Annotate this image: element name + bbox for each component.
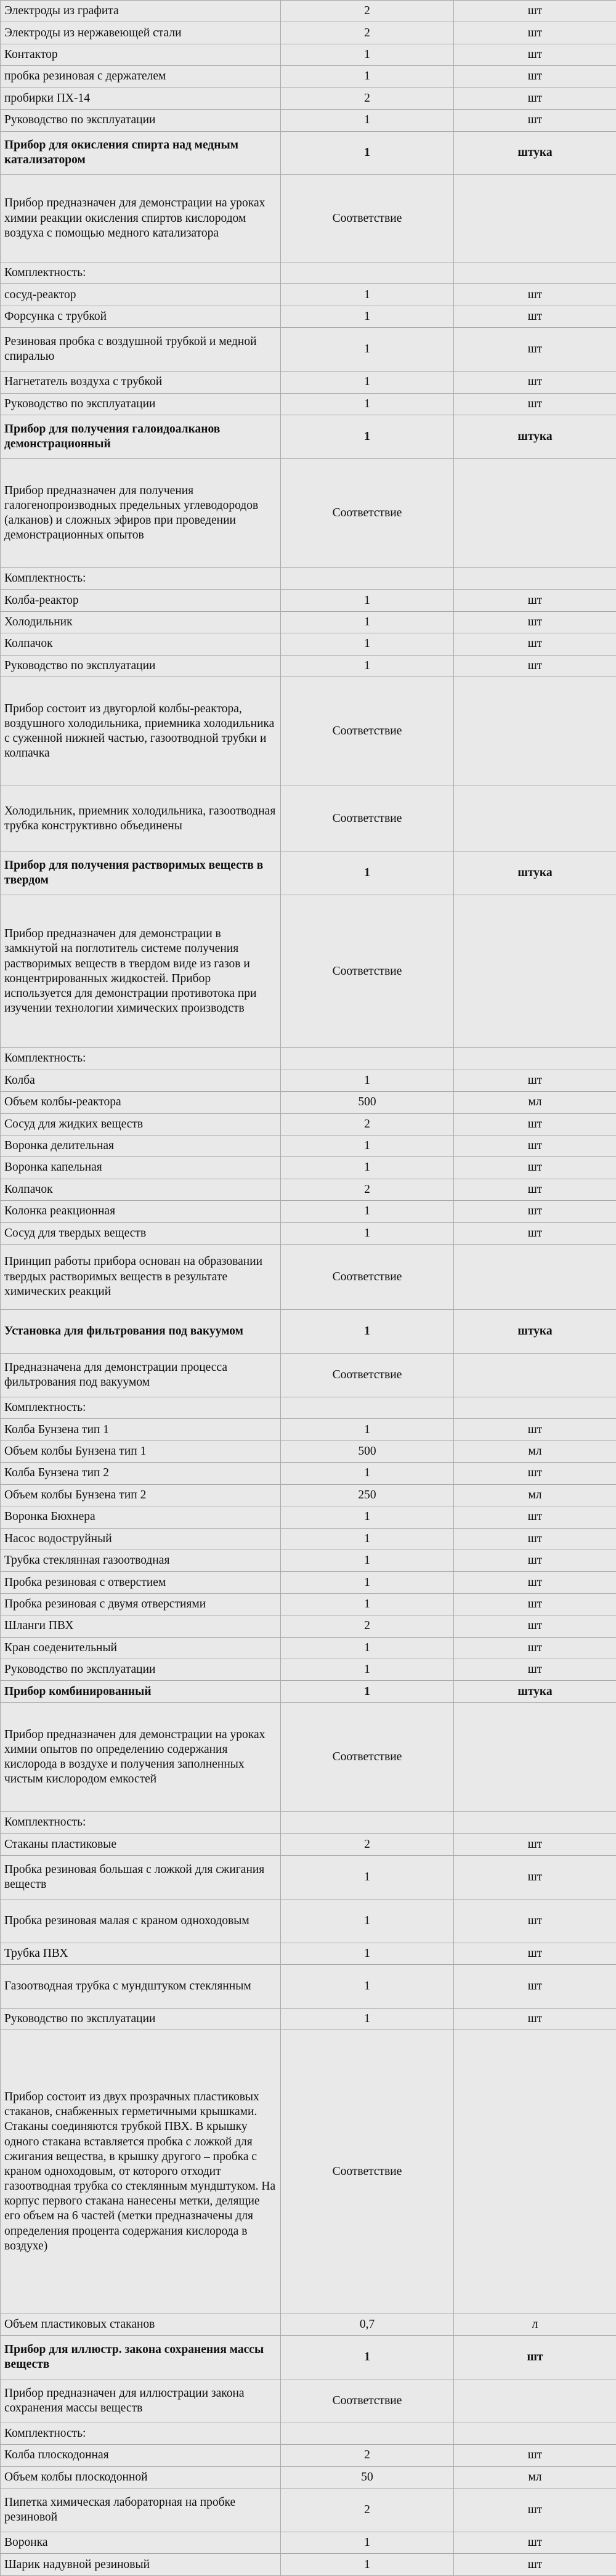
unit-cell: шт — [454, 1615, 616, 1637]
table-row — [1, 590, 616, 611]
item-name-cell: Колонка реакционная — [1, 1201, 281, 1222]
item-name-cell: Воронка капельная — [1, 1157, 281, 1179]
table-row — [1, 2554, 616, 2575]
item-name-cell: Пробка резиновая большая с ложкой для сжигания веществ — [1, 1855, 281, 1899]
item-name-cell: Колпачок — [1, 633, 281, 655]
table-row — [1, 1615, 616, 1637]
item-name-cell: Колба плоскодонная — [1, 2445, 281, 2466]
item-name-cell: Колба-реактор — [1, 590, 281, 611]
unit-cell — [454, 2030, 616, 2314]
quantity-cell: 1 — [281, 1157, 454, 1179]
table-row — [1, 1528, 616, 1550]
unit-cell: штука — [454, 415, 616, 459]
item-name-cell: Пробка резиновая с отверстием — [1, 1572, 281, 1593]
quantity-cell: 1 — [281, 1201, 454, 1222]
item-name-cell: Прибор для окисления спирта над медным катализатором — [1, 131, 281, 175]
unit-cell — [454, 175, 616, 262]
unit-cell: шт — [454, 2532, 616, 2553]
quantity-cell: 1 — [281, 1550, 454, 1571]
item-name-cell: Объем колбы плоскодонной — [1, 2466, 281, 2488]
table-row — [1, 262, 616, 284]
table-row — [1, 677, 616, 786]
item-name-cell: Прибор предназначен для демонстрации в замкнутой на поглотитель системе получения растворимых веществ в твердом виде из газов и концентрированных жидкостей. Прибор используется для демонстрации противотока при изучении технологии химических производств — [1, 895, 281, 1048]
item-name-cell: Прибор для иллюстр. закона сохранения массы веществ — [1, 2336, 281, 2379]
item-name-cell: Объем колбы Бунзена тип 2 — [1, 1484, 281, 1506]
quantity-cell — [281, 567, 454, 589]
table-row — [1, 284, 616, 306]
item-name-cell: Колба — [1, 1070, 281, 1091]
item-name-cell: Прибор предназначен для иллюстрации закона сохранения массы веществ — [1, 2379, 281, 2423]
table-row — [1, 2379, 616, 2423]
unit-cell — [454, 786, 616, 851]
item-name-cell: Прибор состоит из двух прозрачных пластиковых стаканов, снабженных герметичными крышками. Стаканы соединяются трубкой ПВХ. В крышку одного стакана вставляется пробка с ложкой для сжигания вещества, в крышку другого – пробка с краном одноходовым, от которого отходит газоотводная трубка со стеклянным мундштуком. На корпус первого стакана нанесены метки, делящие его объем на 6 частей (метки предназначены для определения процента содержания кислорода в воздухе) — [1, 2030, 281, 2314]
item-name-cell: Руководство по эксплуатации — [1, 393, 281, 415]
quantity-cell: 1 — [281, 415, 454, 459]
table-row — [1, 1397, 616, 1419]
unit-cell: шт — [454, 110, 616, 131]
unit-cell: шт — [454, 1593, 616, 1615]
unit-cell: шт — [454, 1528, 616, 1550]
table-row — [1, 1, 616, 22]
table-row — [1, 1702, 616, 1811]
table-row — [1, 633, 616, 655]
quantity-cell — [281, 1397, 454, 1419]
table-row — [1, 2030, 616, 2314]
quantity-cell: 500 — [281, 1092, 454, 1113]
section-header-row — [1, 131, 616, 175]
item-name-cell: Объем колбы Бунзена тип 1 — [1, 1440, 281, 1462]
item-name-cell: Руководство по эксплуатации — [1, 1659, 281, 1681]
quantity-cell: 1 — [281, 1659, 454, 1681]
unit-cell: шт — [454, 87, 616, 109]
quantity-cell: 2 — [281, 1179, 454, 1200]
unit-cell: шт — [454, 2336, 616, 2379]
table-row — [1, 1157, 616, 1179]
unit-cell: штука — [454, 131, 616, 175]
quantity-cell: 1 — [281, 1506, 454, 1528]
table-row — [1, 328, 616, 372]
table-row — [1, 175, 616, 262]
unit-cell — [454, 458, 616, 567]
unit-cell: мл — [454, 1484, 616, 1506]
specification-table-body — [1, 1, 616, 2576]
item-name-cell: Сосуд для жидких веществ — [1, 1113, 281, 1135]
item-name-cell: Нагнетатель воздуха с трубкой — [1, 372, 281, 393]
item-name-cell: Руководство по эксплуатации — [1, 655, 281, 677]
item-name-cell: Трубка ПВХ — [1, 1943, 281, 1964]
unit-cell: шт — [454, 1943, 616, 1964]
item-name-cell: пробка резиновая с держателем — [1, 66, 281, 87]
table-row — [1, 110, 616, 131]
table-row — [1, 1463, 616, 1484]
item-name-cell: Шланги ПВХ — [1, 1615, 281, 1637]
unit-cell: шт — [454, 1550, 616, 1571]
quantity-cell: 2 — [281, 1, 454, 22]
table-row — [1, 655, 616, 677]
unit-cell: шт — [454, 1964, 616, 2008]
quantity-cell — [281, 1812, 454, 1834]
quantity-cell: 2 — [281, 22, 454, 44]
table-row — [1, 567, 616, 589]
table-row — [1, 2008, 616, 2030]
table-row — [1, 66, 616, 87]
quantity-cell: 1 — [281, 1637, 454, 1659]
quantity-cell: 1 — [281, 1681, 454, 1702]
quantity-cell: 1 — [281, 1572, 454, 1593]
quantity-cell: Соответствие — [281, 2030, 454, 2314]
unit-cell: шт — [454, 1637, 616, 1659]
unit-cell — [454, 1354, 616, 1397]
unit-cell — [454, 1397, 616, 1419]
item-name-cell: Стаканы пластиковые — [1, 1834, 281, 1855]
table-row — [1, 1593, 616, 1615]
unit-cell: шт — [454, 1157, 616, 1179]
item-name-cell: Пробка резиновая с двумя отверстиями — [1, 1593, 281, 1615]
quantity-cell: 1 — [281, 306, 454, 327]
table-row — [1, 1506, 616, 1528]
quantity-cell — [281, 1048, 454, 1070]
section-header-row — [1, 1310, 616, 1354]
unit-cell: штука — [454, 1681, 616, 1702]
table-row — [1, 1964, 616, 2008]
unit-cell — [454, 895, 616, 1048]
unit-cell — [454, 2423, 616, 2444]
unit-cell: мл — [454, 2466, 616, 2488]
unit-cell: шт — [454, 328, 616, 372]
unit-cell: шт — [454, 1659, 616, 1681]
unit-cell: шт — [454, 306, 616, 327]
table-row — [1, 1637, 616, 1659]
item-name-cell: Холодильник — [1, 611, 281, 633]
quantity-cell — [281, 2423, 454, 2444]
quantity-cell: 1 — [281, 66, 454, 87]
item-name-cell: Комплектность: — [1, 1397, 281, 1419]
item-name-cell: сосуд-реактор — [1, 284, 281, 306]
quantity-cell: 1 — [281, 1855, 454, 1899]
quantity-cell: 1 — [281, 1964, 454, 2008]
quantity-cell: 1 — [281, 284, 454, 306]
unit-cell — [454, 1702, 616, 1811]
table-row — [1, 306, 616, 327]
unit-cell — [454, 677, 616, 786]
table-row — [1, 1484, 616, 1506]
table-row — [1, 611, 616, 633]
item-name-cell: Прибор комбинированный — [1, 1681, 281, 1702]
unit-cell: шт — [454, 284, 616, 306]
table-row — [1, 2445, 616, 2466]
item-name-cell: Воронка Бюхнера — [1, 1506, 281, 1528]
unit-cell — [454, 262, 616, 284]
quantity-cell: 50 — [281, 2466, 454, 2488]
item-name-cell: Воронка делительная — [1, 1135, 281, 1156]
item-name-cell: Резиновая пробка с воздушной трубкой и медной спиралью — [1, 328, 281, 372]
unit-cell: л — [454, 2314, 616, 2335]
item-name-cell: Прибор предназначен для получения галогенопроизводных предельных углеводородов (алканов) и сложных эфиров при проведении демонстрационных опытов — [1, 458, 281, 567]
unit-cell: шт — [454, 66, 616, 87]
quantity-cell: 1 — [281, 851, 454, 895]
unit-cell: шт — [454, 44, 616, 65]
quantity-cell: 2 — [281, 2489, 454, 2532]
quantity-cell: 1 — [281, 611, 454, 633]
section-header-row — [1, 851, 616, 895]
quantity-cell: 1 — [281, 1528, 454, 1550]
quantity-cell: 1 — [281, 1593, 454, 1615]
unit-cell: штука — [454, 1310, 616, 1354]
table-row — [1, 1659, 616, 1681]
quantity-cell: 1 — [281, 2554, 454, 2575]
unit-cell: шт — [454, 1070, 616, 1091]
unit-cell: шт — [454, 22, 616, 44]
table-row — [1, 1222, 616, 1244]
item-name-cell: Пипетка химическая лабораторная на пробке резиновой — [1, 2489, 281, 2532]
quantity-cell: 1 — [281, 372, 454, 393]
item-name-cell: Принцип работы прибора основан на образовании твердых растворимых веществ в результате химических реакций — [1, 1245, 281, 1310]
item-name-cell: Объем пластиковых стаканов — [1, 2314, 281, 2335]
quantity-cell: 2 — [281, 2445, 454, 2466]
table-row — [1, 1201, 616, 1222]
item-name-cell: Газоотводная трубка с мундштуком стеклянным — [1, 1964, 281, 2008]
item-name-cell: Холодильник, приемник холодильника, газоотводная трубка конструктивно объединены — [1, 786, 281, 851]
item-name-cell: Установка для фильтрования под вакуумом — [1, 1310, 281, 1354]
table-row — [1, 393, 616, 415]
quantity-cell: Соответствие — [281, 1354, 454, 1397]
table-row — [1, 1572, 616, 1593]
quantity-cell: 1 — [281, 44, 454, 65]
table-row — [1, 1440, 616, 1462]
unit-cell — [454, 1048, 616, 1070]
unit-cell: шт — [454, 1113, 616, 1135]
table-row — [1, 87, 616, 109]
unit-cell: шт — [454, 1222, 616, 1244]
table-row — [1, 786, 616, 851]
table-row — [1, 1135, 616, 1156]
item-name-cell: Кран соеденительный — [1, 1637, 281, 1659]
table-row — [1, 1179, 616, 1200]
item-name-cell: Комплектность: — [1, 567, 281, 589]
quantity-cell: 1 — [281, 2532, 454, 2553]
unit-cell: шт — [454, 1463, 616, 1484]
quantity-cell: 2 — [281, 87, 454, 109]
table-row — [1, 1354, 616, 1397]
table-row — [1, 1092, 616, 1113]
quantity-cell: 1 — [281, 590, 454, 611]
table-row — [1, 1899, 616, 1943]
table-row — [1, 1048, 616, 1070]
quantity-cell: 1 — [281, 1943, 454, 1964]
item-name-cell: пробирки ПХ-14 — [1, 87, 281, 109]
unit-cell: шт — [454, 1506, 616, 1528]
item-name-cell: Шарик надувной резиновый — [1, 2554, 281, 2575]
item-name-cell: Трубка стеклянная газоотводная — [1, 1550, 281, 1571]
unit-cell: шт — [454, 1, 616, 22]
quantity-cell: 1 — [281, 1070, 454, 1091]
item-name-cell: Сосуд для твердых веществ — [1, 1222, 281, 1244]
table-row — [1, 2489, 616, 2532]
unit-cell: шт — [454, 1419, 616, 1440]
unit-cell: шт — [454, 372, 616, 393]
quantity-cell: 1 — [281, 328, 454, 372]
item-name-cell: Предназначена для демонстрации процесса фильтрования под вакуумом — [1, 1354, 281, 1397]
quantity-cell: Соответствие — [281, 895, 454, 1048]
quantity-cell: Соответствие — [281, 458, 454, 567]
unit-cell — [454, 567, 616, 589]
unit-cell: шт — [454, 393, 616, 415]
table-row — [1, 1812, 616, 1834]
item-name-cell: Прибор для получения галоидоалканов демонстрационный — [1, 415, 281, 459]
item-name-cell: Комплектность: — [1, 1048, 281, 1070]
table-row — [1, 372, 616, 393]
table-row — [1, 1834, 616, 1855]
item-name-cell: Контактор — [1, 44, 281, 65]
item-name-cell: Комплектность: — [1, 262, 281, 284]
table-row — [1, 1943, 616, 1964]
item-name-cell: Прибор предназначен для демонстрации на уроках химии опытов по определению содержания кислорода в воздухе и получения заполненных чистым кислородом емкостей — [1, 1702, 281, 1811]
item-name-cell: Комплектность: — [1, 1812, 281, 1834]
section-header-row — [1, 2336, 616, 2379]
quantity-cell: 500 — [281, 1440, 454, 1462]
quantity-cell: 1 — [281, 633, 454, 655]
unit-cell: шт — [454, 611, 616, 633]
item-name-cell: Форсунка с трубкой — [1, 306, 281, 327]
table-row — [1, 1855, 616, 1899]
quantity-cell: Соответствие — [281, 175, 454, 262]
item-name-cell: Колба Бунзена тип 1 — [1, 1419, 281, 1440]
quantity-cell: 1 — [281, 1899, 454, 1943]
section-header-row — [1, 415, 616, 459]
item-name-cell: Руководство по эксплуатации — [1, 110, 281, 131]
table-row — [1, 895, 616, 1048]
item-name-cell: Электроды из графита — [1, 1, 281, 22]
unit-cell: шт — [454, 1135, 616, 1156]
unit-cell: шт — [454, 2445, 616, 2466]
unit-cell: штука — [454, 851, 616, 895]
table-row — [1, 1419, 616, 1440]
quantity-cell: 1 — [281, 393, 454, 415]
unit-cell: шт — [454, 633, 616, 655]
unit-cell — [454, 2379, 616, 2423]
unit-cell: шт — [454, 590, 616, 611]
unit-cell: шт — [454, 2008, 616, 2030]
unit-cell: шт — [454, 1855, 616, 1899]
unit-cell: шт — [454, 1572, 616, 1593]
table-row — [1, 44, 616, 65]
table-row — [1, 2532, 616, 2553]
quantity-cell: 1 — [281, 1463, 454, 1484]
item-name-cell: Пробка резиновая малая с краном одноходовым — [1, 1899, 281, 1943]
table-row — [1, 1245, 616, 1310]
unit-cell: шт — [454, 1899, 616, 1943]
quantity-cell: 1 — [281, 655, 454, 677]
quantity-cell: Соответствие — [281, 1702, 454, 1811]
unit-cell: шт — [454, 2554, 616, 2575]
item-name-cell: Прибор предназначен для демонстрации на уроках химии реакции окисления спиртов кислородом воздуха с помощью медного катализатора — [1, 175, 281, 262]
quantity-cell: 250 — [281, 1484, 454, 1506]
item-name-cell: Воронка — [1, 2532, 281, 2553]
table-row — [1, 1550, 616, 1571]
item-name-cell: Объем колбы-реактора — [1, 1092, 281, 1113]
unit-cell: мл — [454, 1440, 616, 1462]
item-name-cell: Прибор для получения растворимых веществ в твердом — [1, 851, 281, 895]
table-row — [1, 2314, 616, 2335]
quantity-cell — [281, 262, 454, 284]
item-name-cell: Электроды из нержавеющей стали — [1, 22, 281, 44]
table-row — [1, 2466, 616, 2488]
unit-cell: шт — [454, 1201, 616, 1222]
quantity-cell: 0,7 — [281, 2314, 454, 2335]
quantity-cell: 2 — [281, 1615, 454, 1637]
unit-cell: шт — [454, 2489, 616, 2532]
quantity-cell: 1 — [281, 1222, 454, 1244]
quantity-cell: 1 — [281, 1310, 454, 1354]
quantity-cell: 1 — [281, 1419, 454, 1440]
table-row — [1, 22, 616, 44]
quantity-cell: 2 — [281, 1113, 454, 1135]
item-name-cell: Колпачок — [1, 1179, 281, 1200]
item-name-cell: Прибор состоит из двугорлой колбы-реактора, воздушного холодильника, приемника холодильника с суженной нижней частью, газоотводной трубки и колпачка — [1, 677, 281, 786]
section-header-row — [1, 1681, 616, 1702]
item-name-cell: Насос водоструйный — [1, 1528, 281, 1550]
unit-cell: мл — [454, 1092, 616, 1113]
quantity-cell: Соответствие — [281, 786, 454, 851]
table-row — [1, 2423, 616, 2444]
quantity-cell: Соответствие — [281, 2379, 454, 2423]
quantity-cell: 1 — [281, 110, 454, 131]
quantity-cell: Соответствие — [281, 1245, 454, 1310]
item-name-cell: Руководство по эксплуатации — [1, 2008, 281, 2030]
quantity-cell: 2 — [281, 1834, 454, 1855]
table-row — [1, 1113, 616, 1135]
quantity-cell: 1 — [281, 131, 454, 175]
quantity-cell: 1 — [281, 2008, 454, 2030]
item-name-cell: Колба Бунзена тип 2 — [1, 1463, 281, 1484]
table-row — [1, 458, 616, 567]
quantity-cell: Соответствие — [281, 677, 454, 786]
item-name-cell: Комплектность: — [1, 2423, 281, 2444]
table-row — [1, 1070, 616, 1091]
quantity-cell: 1 — [281, 2336, 454, 2379]
quantity-cell: 1 — [281, 1135, 454, 1156]
unit-cell — [454, 1245, 616, 1310]
unit-cell: шт — [454, 1179, 616, 1200]
unit-cell: шт — [454, 655, 616, 677]
unit-cell: шт — [454, 1834, 616, 1855]
unit-cell — [454, 1812, 616, 1834]
